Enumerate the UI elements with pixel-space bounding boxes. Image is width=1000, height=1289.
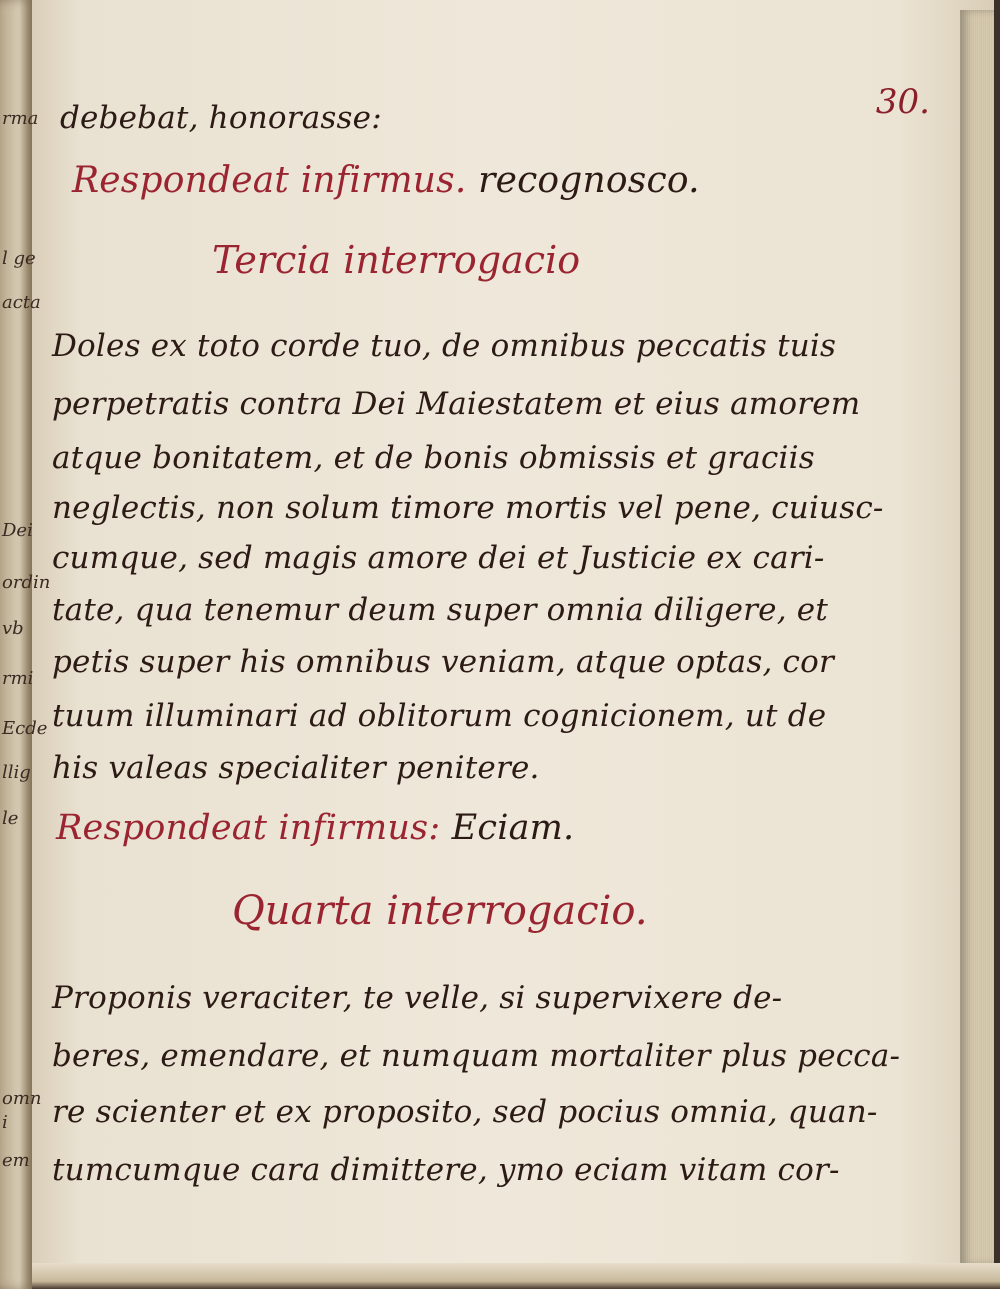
rubric-respondeat: Respondeat infirmus. — [72, 160, 467, 201]
rubric-line — [56, 808, 574, 848]
text-line: Doles ex toto corde tuo, de omnibus peccatis tuis — [52, 328, 837, 364]
text-line: debebat, honorasse: — [60, 100, 382, 136]
text-line: his valeas specialiter penitere. — [52, 750, 540, 786]
rubric-line — [72, 160, 700, 201]
margin-fragment: em — [2, 1150, 30, 1171]
margin-fragment: llig — [2, 762, 31, 783]
book-cover-edge — [994, 0, 1000, 1289]
response-text: Eciam. — [451, 808, 575, 848]
text-line: re scienter et ex proposito, sed pocius omnia, quan- — [52, 1094, 878, 1130]
text-line: neglectis, non solum timore mortis vel pene, cuiusc- — [52, 490, 884, 526]
margin-fragment: Dei — [2, 520, 33, 541]
text-line: cumque, sed magis amore dei et Justicie ex cari- — [52, 540, 825, 576]
margin-fragment: omn — [2, 1088, 42, 1109]
margin-fragment: le — [2, 808, 19, 829]
margin-fragment: ordin — [2, 572, 51, 593]
text-line: Proponis veraciter, te velle, si supervixere de- — [52, 980, 783, 1016]
response-text: recognosco. — [478, 160, 700, 201]
section-heading: Quarta interrogacio. — [232, 888, 648, 934]
margin-fragment: rmi — [2, 668, 34, 689]
text-line: beres, emendare, et numquam mortaliter plus pecca- — [52, 1038, 901, 1074]
text-line: tuum illuminari ad oblitorum cognicionem, ut de — [52, 698, 827, 734]
text-line: tate, qua tenemur deum super omnia diligere, et — [52, 592, 829, 628]
section-heading: Tercia interrogacio — [212, 238, 581, 282]
text-line: atque bonitatem, et de bonis obmissis et graciis — [52, 440, 815, 476]
text-line: petis super his omnibus veniam, atque optas, cor — [52, 644, 834, 680]
facing-page-edge — [0, 0, 51, 1289]
margin-fragment: l ge — [2, 248, 36, 269]
margin-fragment: i — [2, 1112, 8, 1133]
rubric-respondeat: Respondeat infirmus: — [56, 808, 441, 848]
page-bottom-edge — [32, 1263, 1000, 1289]
margin-fragment: rma — [2, 108, 39, 129]
text-line: tumcumque cara dimittere, ymo eciam vitam cor- — [52, 1152, 840, 1188]
margin-fragment: vb — [2, 618, 24, 639]
folio-number: 30. — [875, 82, 930, 122]
manuscript-page — [32, 0, 960, 1263]
margin-fragment: acta — [2, 292, 41, 313]
text-line: perpetratis contra Dei Maiestatem et eius amorem — [52, 386, 861, 422]
margin-fragment: Ecde — [2, 718, 48, 739]
